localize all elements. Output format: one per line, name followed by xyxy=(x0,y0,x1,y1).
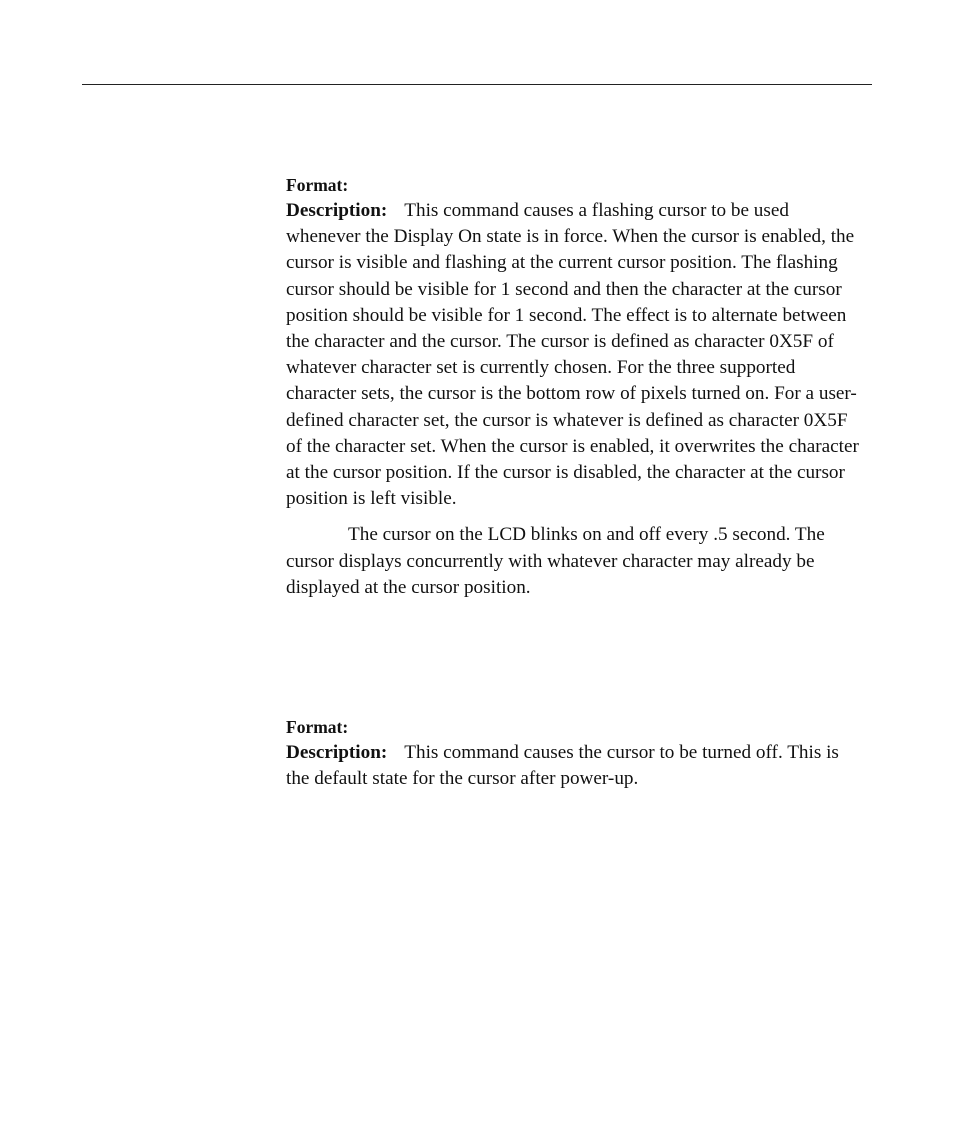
header-rule xyxy=(82,84,872,85)
format-label: Format: xyxy=(286,175,349,195)
description-text: This command causes the cursor to be turned off. This is the default state for the cursor after power-up. xyxy=(286,742,839,790)
description-paragraph xyxy=(286,198,866,512)
note-paragraph: The cursor on the LCD blinks on and off every .5 second. The cursor displays concurrently with whatever character may already be displayed at the cursor position. xyxy=(286,524,825,598)
cursor-off-section xyxy=(286,714,866,792)
description-paragraph xyxy=(286,740,866,792)
format-label: Format: xyxy=(286,717,349,737)
description-text: This command causes a flashing cursor to be used whenever the Display On state is in force. When the cursor is enabled, the cursor is visible and flashing at the current cursor position. The flashing cursor should be visible for 1 second and then the character at the cursor position should be visible for 1 second. The effect is to alternate between the character and the cursor. The cursor is defined as character 0X5F of whatever character set is currently chosen. For the three supported character sets, the cursor is the bottom row of pixels turned on. For a user-defined character set, the cursor is whatever is defined as character 0X5F of the character set. When the cursor is enabled, it overwrites the character at the cursor position. If the cursor is disabled, the character at the cursor position is left visible. xyxy=(286,200,859,510)
description-label: Description: xyxy=(286,200,388,221)
description-label: Description: xyxy=(286,742,388,763)
cursor-blink-section xyxy=(286,172,866,601)
